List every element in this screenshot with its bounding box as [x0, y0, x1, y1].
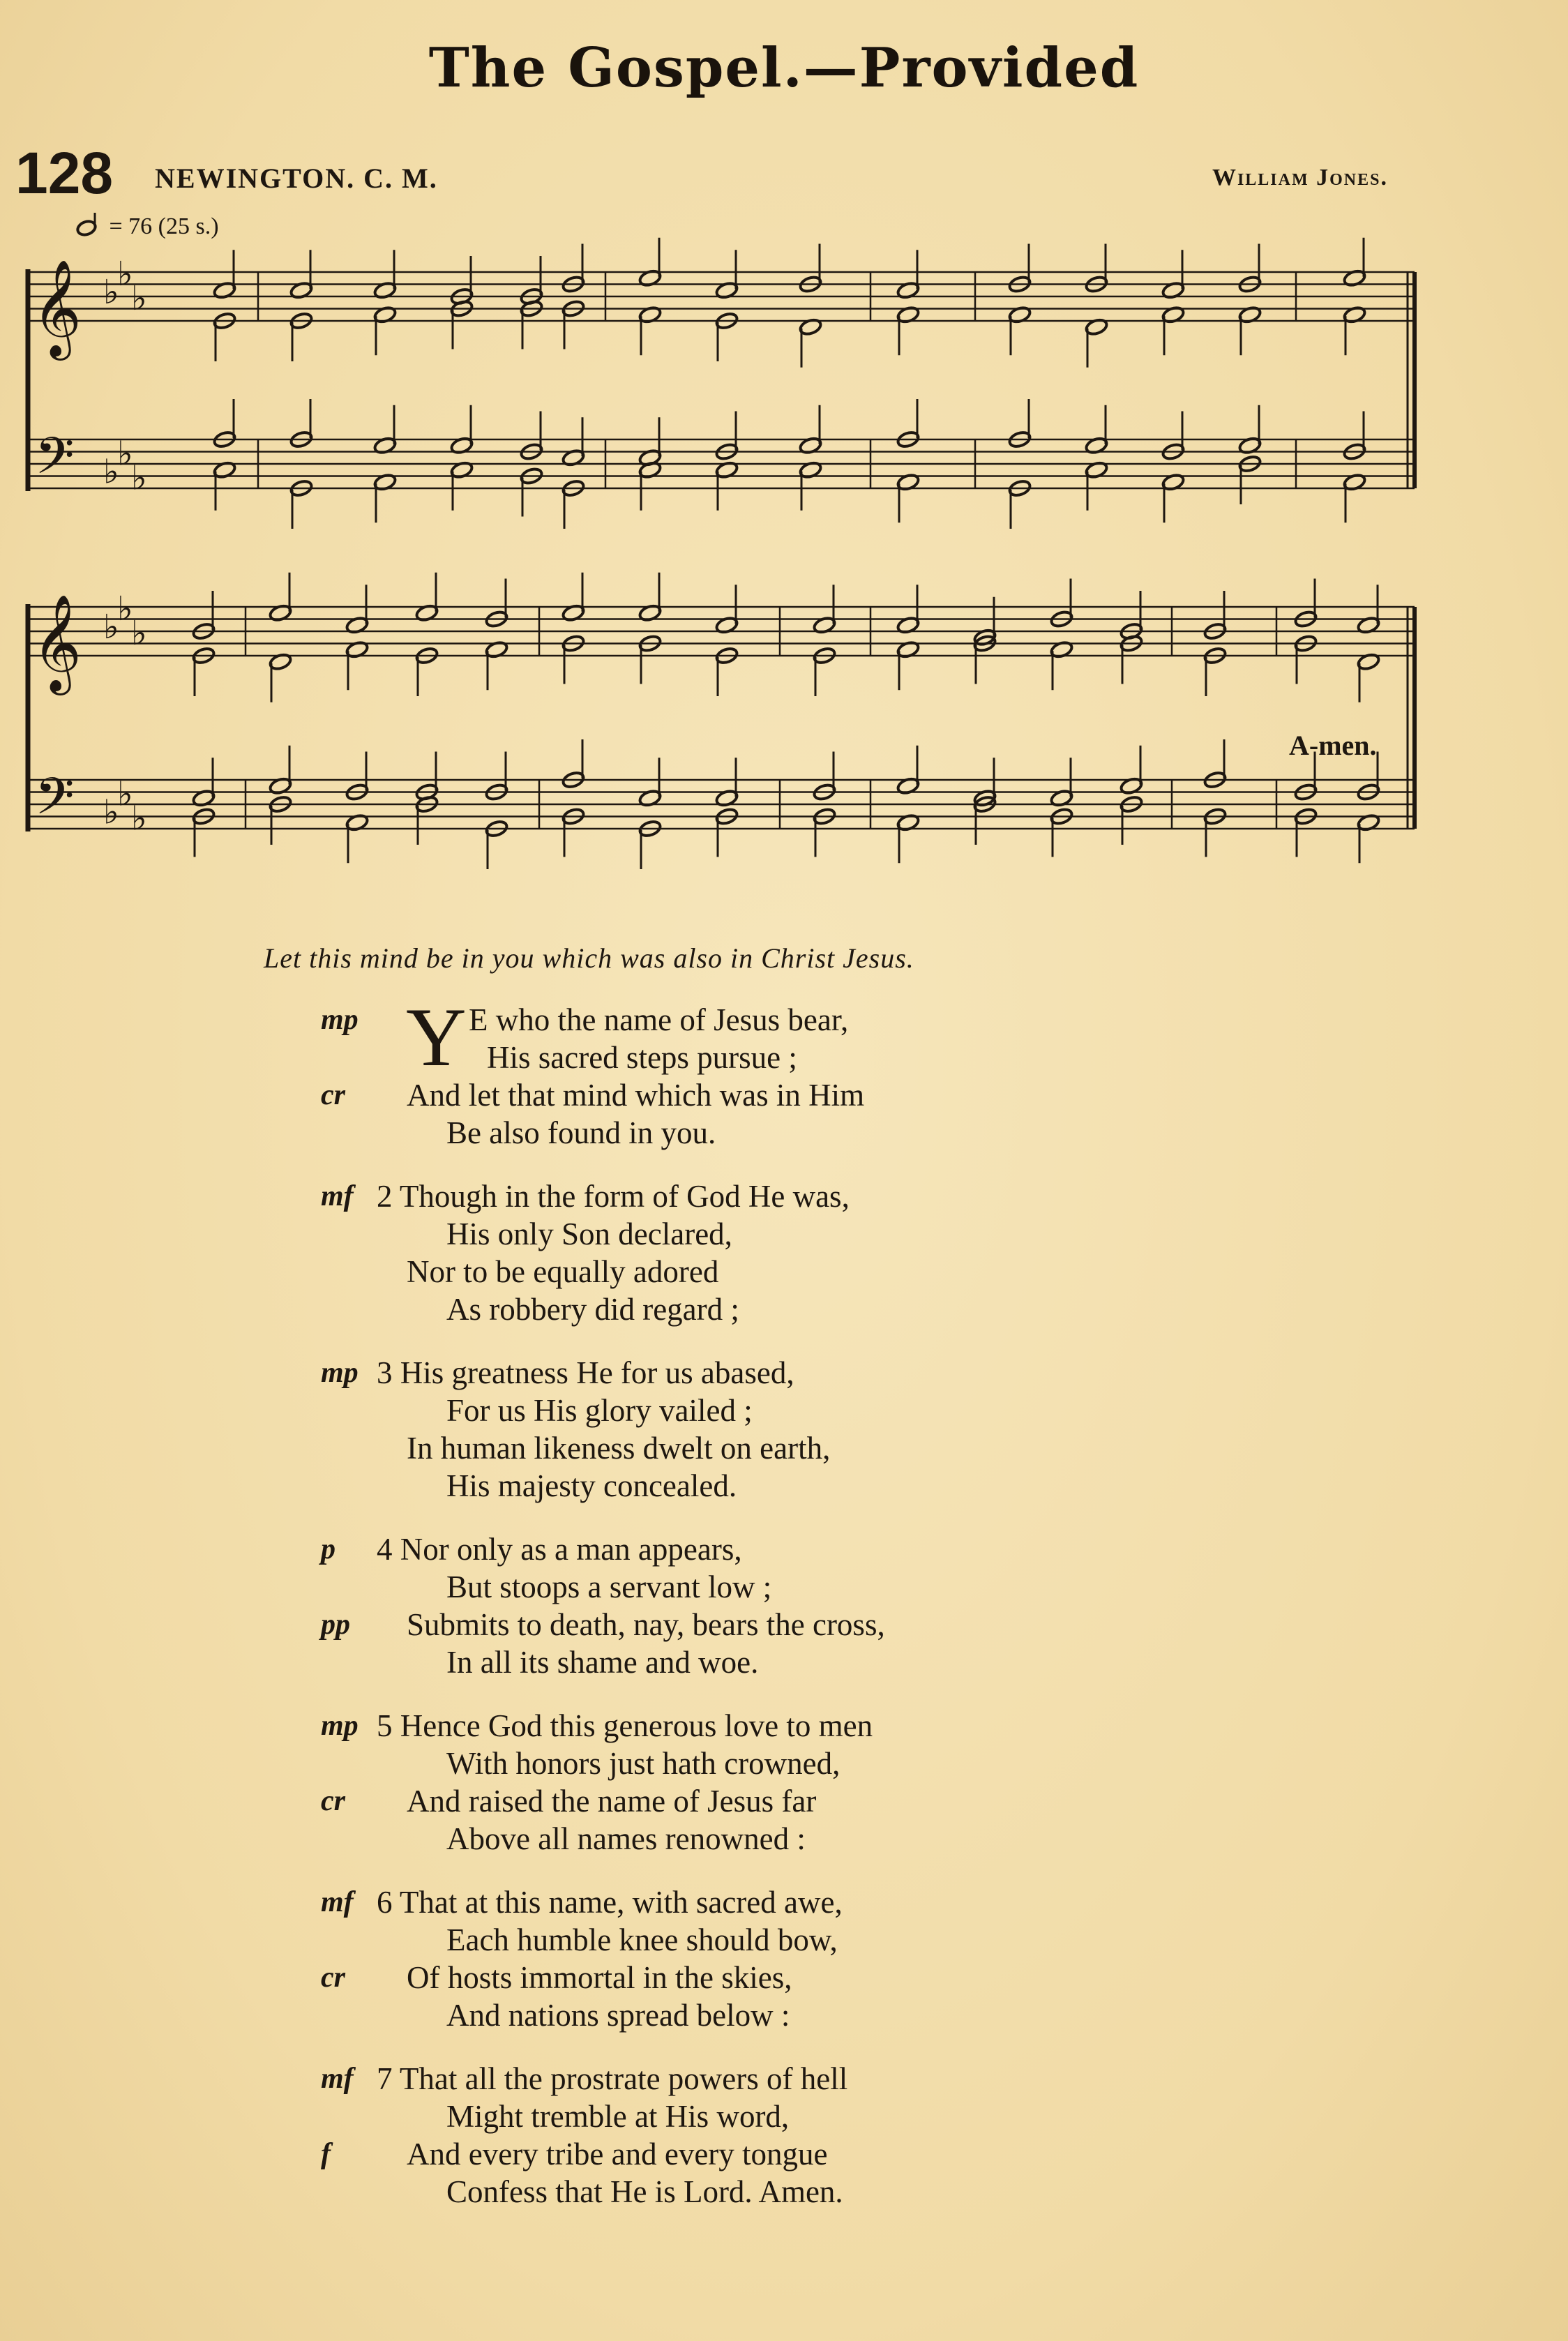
treble-clef-icon: 𝄞 — [32, 594, 82, 691]
verse-line: In all its shame and woe. — [446, 1645, 759, 1680]
verse-line: His sacred steps pursue ; — [487, 1040, 797, 1075]
verse-line: Be also found in you. — [446, 1115, 716, 1150]
flat-icon: ♭ — [103, 792, 119, 832]
verse-line: For us His glory vailed ; — [446, 1393, 753, 1428]
flat-icon: ♭ — [131, 799, 147, 838]
verse-line: Of hosts immortal in the skies, — [407, 1960, 792, 1995]
stanza-line — [321, 1707, 1158, 1745]
flat-icon: ♭ — [131, 613, 147, 653]
stanza-line — [321, 1996, 1158, 2034]
amen-lyric: A-men. — [1289, 730, 1377, 761]
treble-clef-icon: 𝄞 — [32, 259, 82, 356]
stanza-line — [321, 2173, 1158, 2211]
dynamic-marking: mf — [321, 2063, 354, 2095]
stanza-line — [321, 1392, 1158, 1429]
dynamic-marking: f — [321, 2138, 331, 2170]
stanza-2 — [321, 1177, 1158, 1328]
verse-line: 4 Nor only as a man appears, — [377, 1532, 742, 1567]
hymn-text — [321, 991, 1158, 2236]
dynamic-marking: mf — [321, 1886, 354, 1918]
flat-icon: ♭ — [117, 774, 133, 814]
stanza-6 — [321, 1883, 1158, 2034]
verse-line: E who the name of Jesus bear, — [469, 1002, 849, 1037]
bass-clef-icon: 𝄢 — [35, 766, 75, 838]
stanza-line — [321, 1883, 1158, 1921]
dynamic-marking: mp — [321, 1710, 359, 1742]
verse-line: Submits to death, nay, bears the cross, — [407, 1607, 885, 1642]
music-score — [0, 0, 1568, 921]
dynamic-marking: mf — [321, 1180, 354, 1212]
dynamic-marking: cr — [321, 1079, 345, 1111]
dynamic-marking: cr — [321, 1962, 345, 1994]
flat-icon: ♭ — [117, 589, 133, 628]
dynamic-marking: pp — [321, 1609, 350, 1641]
stanza-line — [321, 1643, 1158, 1681]
stanza-line — [321, 1782, 1158, 1820]
verse-line: As robbery did regard ; — [446, 1292, 739, 1327]
stanza-4 — [321, 1530, 1158, 1681]
scripture-motto: Let this mind be in you which was also in Christ Jesus. — [264, 942, 914, 974]
verse-line: And nations spread below : — [446, 1998, 790, 2033]
stanza-line — [321, 1253, 1158, 1290]
flat-icon: ♭ — [131, 278, 147, 318]
stanza-line — [321, 1177, 1158, 1215]
flat-icon: ♭ — [131, 458, 147, 498]
flat-icon: ♭ — [117, 434, 133, 474]
page-title: The Gospel.—Provided — [428, 36, 1140, 100]
verse-line: His majesty concealed. — [446, 1468, 737, 1503]
stanza-line — [321, 1076, 1158, 1114]
stanza-line — [321, 1290, 1158, 1328]
verse-line: 7 That all the prostrate powers of hell — [377, 2061, 848, 2096]
verse-line: But stoops a servant low ; — [446, 1570, 772, 1604]
verse-line: And let that mind which was in Him — [407, 1078, 865, 1113]
stanza-7 — [321, 2060, 1158, 2211]
verse-line: 6 That at this name, with sacred awe, — [377, 1885, 843, 1920]
flat-icon: ♭ — [117, 254, 133, 294]
stanza-line — [321, 1215, 1158, 1253]
verse-line: 2 Though in the form of God He was, — [377, 1179, 850, 1214]
stanza-line — [321, 1568, 1158, 1606]
tune-name: NEWINGTON. C. M. — [155, 163, 438, 194]
flat-icon: ♭ — [103, 273, 119, 312]
stanza-line — [321, 1429, 1158, 1467]
stanza-3 — [321, 1354, 1158, 1505]
bass-clef-icon: 𝄢 — [35, 426, 75, 498]
stanza-line — [321, 1467, 1158, 1505]
verse-line: Each humble knee should bow, — [446, 1922, 838, 1957]
verse-line: And raised the name of Jesus far — [407, 1784, 817, 1819]
verse-line: In human likeness dwelt on earth, — [407, 1431, 831, 1466]
stanza-5 — [321, 1707, 1158, 1858]
dynamic-marking: cr — [321, 1785, 345, 1817]
stanza-line — [321, 2098, 1158, 2135]
verse-line: And every tribe and every tongue — [407, 2137, 828, 2171]
verse-line: Confess that He is Lord. Amen. — [446, 2174, 843, 2209]
stanza-1 — [321, 991, 1158, 1152]
stanza-line — [321, 1745, 1158, 1782]
dynamic-marking: p — [321, 1533, 336, 1565]
verse-line: 3 His greatness He for us abased, — [377, 1355, 794, 1390]
verse-line: Nor to be equally adored — [407, 1254, 719, 1289]
composer-credit: William Jones. — [1212, 165, 1388, 190]
stanza-line — [321, 1354, 1158, 1392]
flat-icon: ♭ — [103, 452, 119, 492]
verse-line: Might tremble at His word, — [446, 2099, 790, 2134]
verse-line: 5 Hence God this generous love to men — [377, 1708, 873, 1743]
stanza-line — [321, 1959, 1158, 1996]
stanza-line — [321, 1039, 1158, 1076]
stanza-line — [321, 2060, 1158, 2098]
dynamic-marking: mp — [321, 1004, 359, 1036]
stanza-line — [321, 1114, 1158, 1152]
verse-line: Above all names renowned : — [446, 1821, 806, 1856]
verse-line: His only Son declared, — [446, 1217, 732, 1251]
stanza-line — [321, 1530, 1158, 1568]
stanza-line — [321, 1820, 1158, 1858]
flat-icon: ♭ — [103, 608, 119, 647]
hymn-number: 128 — [15, 140, 114, 206]
tempo-text: = 76 (25 s.) — [109, 213, 219, 239]
stanza-line — [321, 1921, 1158, 1959]
verse-line: With honors just hath crowned, — [446, 1746, 840, 1781]
drop-cap: Y — [406, 991, 467, 1083]
stanza-line — [321, 1606, 1158, 1643]
dynamic-marking: mp — [321, 1357, 359, 1389]
stanza-line — [321, 2135, 1158, 2173]
